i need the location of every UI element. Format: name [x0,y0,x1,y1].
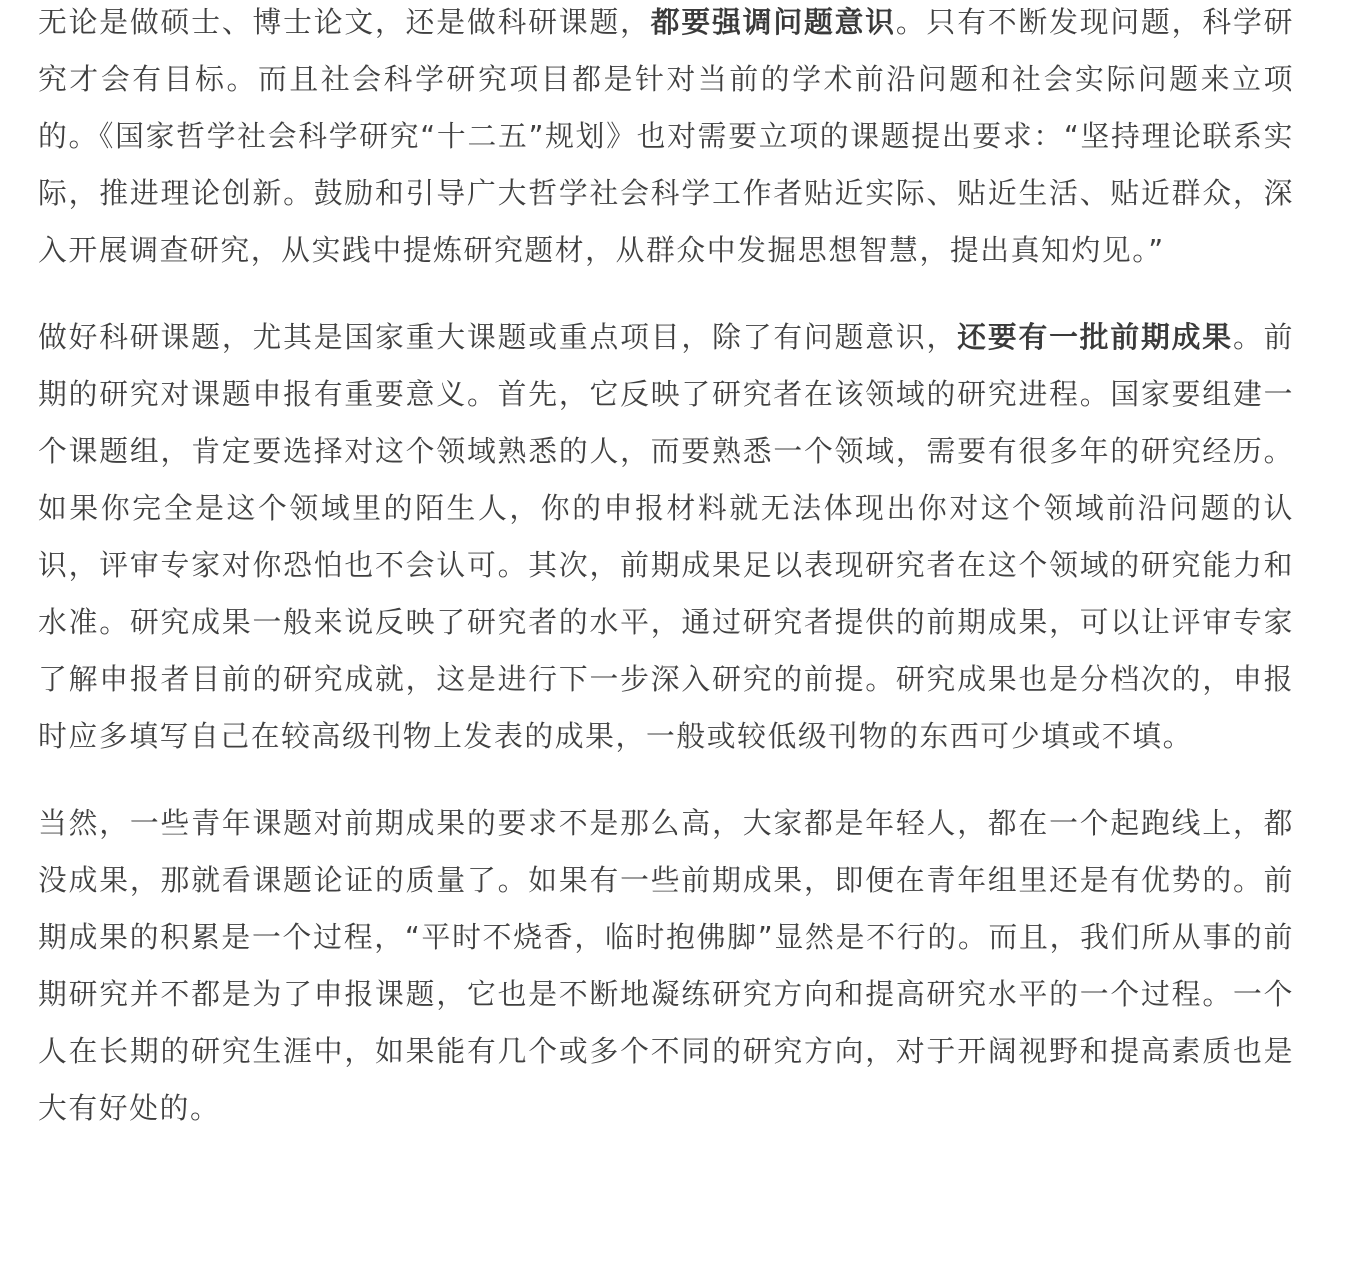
bold-highlight: 还要有一批前期成果 [957,320,1233,354]
text-segment: 。只有不断发现问题，科学研究才会有目标。而且社会科学研究项目都是针对当前的学术前沿问题和社会实际问题来立项的。《国家哲学社会科学研究“十二五”规划》也对需要立项的课题提出要求：“坚持理论联系实际，推进理论创新。鼓励和引导广大哲学社会科学工作者贴近实际、贴近生活、贴近群众，深入开展调查研究，从实践中提炼研究题材，从群众中发掘思想智慧，提出真知灼见。” [38,5,1294,267]
paragraph-problem-awareness [38,0,1294,279]
text-segment: 无论是做硕士、博士论文，还是做科研课题， [38,5,651,39]
text-segment: 做好科研课题，尤其是国家重大课题或重点项目，除了有问题意识， [38,320,958,354]
article-body [38,0,1294,1167]
paragraph-youth-projects [38,795,1294,1137]
text-segment: 当然，一些青年课题对前期成果的要求不是那么高，大家都是年轻人，都在一个起跑线上，都没成果，那就看课题论证的质量了。如果有一些前期成果，即便在青年组里还是有优势的。前期成果的积累是一个过程，“平时不烧香，临时抱佛脚”显然是不行的。而且，我们所从事的前期研究并不都是为了申报课题，它也是不断地凝练研究方向和提高研究水平的一个过程。一个人在长期的研究生涯中，如果能有几个或多个不同的研究方向，对于开阔视野和提高素质也是大有好处的。 [38,806,1294,1125]
text-segment: 。前期的研究对课题申报有重要意义。首先，它反映了研究者在该领域的研究进程。国家要组建一个课题组，肯定要选择对这个领域熟悉的人，而要熟悉一个领域，需要有很多年的研究经历。如果你完全是这个领域里的陌生人，你的申报材料就无法体现出你对这个领域前沿问题的认识，评审专家对你恐怕也不会认可。其次，前期成果足以表现研究者在这个领域的研究能力和水准。研究成果一般来说反映了研究者的水平，通过研究者提供的前期成果，可以让评审专家了解申报者目前的研究成就，这是进行下一步深入研究的前提。研究成果也是分档次的，申报时应多填写自己在较高级刊物上发表的成果，一般或较低级刊物的东西可少填或不填。 [38,320,1294,753]
paragraph-preliminary-results [38,309,1294,765]
bold-highlight: 都要强调问题意识 [650,5,896,39]
